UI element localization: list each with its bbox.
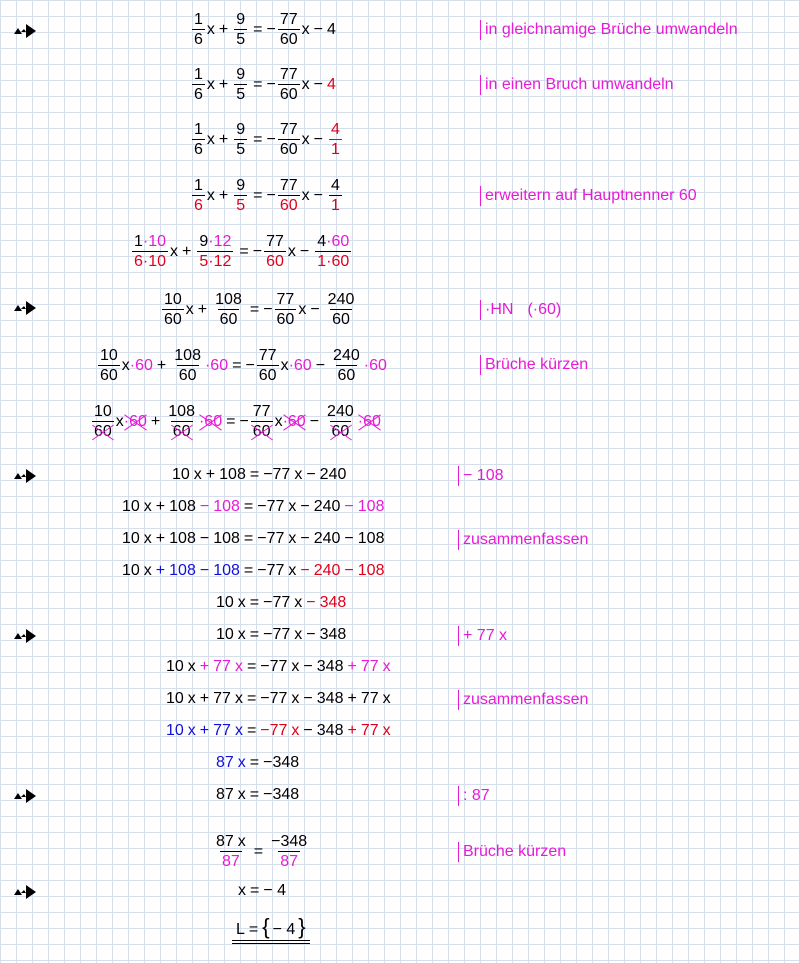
equation-row: 87 x = − 348 [216, 754, 300, 771]
equation-row: 10 x + 108 − 108 = − 77 x − 240 − 108 [122, 530, 385, 547]
note-cancel-fractions: Brüche kürzen [480, 355, 588, 375]
fraction: $\frac{240}{60}$ [327, 403, 354, 440]
note-convert-common: in gleichnamige Brüche umwandeln [480, 20, 738, 40]
equation-row: 10 x = − 77 x − 348 [216, 626, 347, 643]
fraction: $\frac{77}{60}$ [276, 291, 295, 328]
equation-row: $\frac{1}{6}$ x + $\frac{9}{5}$ = − $\frac{77}{60}$ x − $\frac{4}{1}$ [194, 177, 340, 214]
command-arrow-icon[interactable] [12, 626, 38, 646]
equation-row: $\frac{1}{6}$ x + $\frac{9}{5}$ = − $\frac{77}{60}$ x − 4 [194, 66, 336, 103]
equation-row: 10 x + 77 x = − 77 x − 348 + 77 x [166, 658, 391, 675]
fraction: $\frac{108}{60}$ [215, 291, 242, 328]
equation-row: 87 x = − 348 [216, 786, 300, 803]
equation-row: $\frac{10}{60}$ x ·60 + $\frac{108}{60}$ ·60 = − $\frac{77}{60}$ x ·60 − $\frac{240}{60}$ ·60 [94, 403, 381, 440]
fraction: $\frac{240}{60}$ [327, 291, 355, 328]
solution-set [232, 916, 310, 944]
fraction: $\frac{77}{60}$ [279, 177, 298, 214]
note-cancel-fractions: Brüche kürzen [458, 842, 566, 862]
fraction: $\frac{108}{60}$ [174, 347, 201, 384]
equation-row: 10 x + 108 = − 77 x − 240 [172, 466, 347, 483]
fraction: $\frac{9}{5}$ [236, 121, 246, 158]
note-multiply-lcd [480, 300, 561, 320]
fraction: $\frac{108}{60}$ [168, 403, 195, 440]
fraction: $\frac{10}{60}$ [164, 291, 182, 328]
fraction: $\frac{10}{60}$ [94, 403, 112, 440]
command-arrow-icon[interactable] [12, 786, 38, 806]
fraction: $\frac{87 x}{87}$ [216, 833, 246, 870]
fraction: $\frac{1\cdot 10}{6\cdot 10}$ [134, 233, 167, 270]
fraction: $\frac{-348}{87}$ [271, 833, 308, 870]
note-divide-87: : 87 [458, 786, 490, 806]
equation-row: 10 x = − 77 x − 348 [216, 594, 347, 611]
equation-row: 10 x + 108 − 108 = − 77 x − 240 − 108 [122, 562, 385, 579]
equation-row: $\frac{10}{60}$ x ·60 + $\frac{108}{60}$ ·60 = − $\frac{77}{60}$ x ·60 − $\frac{240}{60}$ ·60 [100, 347, 387, 384]
equation-row: $\frac{1}{6}$ x + $\frac{9}{5}$ = − $\frac{77}{60}$ x − $\frac{4}{1}$ [194, 121, 340, 158]
equation-row: 10 x + 77 x = − 77 x − 348 + 77 x [166, 722, 391, 739]
fraction: $\frac{9}{5}$ [236, 177, 246, 214]
fraction: $\frac{1}{6}$ [194, 121, 203, 158]
command-arrow-icon[interactable] [12, 466, 38, 486]
equation-row: 10 x + 108 − 108 = − 77 x − 240 − 108 [122, 498, 385, 515]
fraction: $\frac{10}{60}$ [100, 347, 118, 384]
fraction: $\frac{77}{60}$ [258, 347, 277, 384]
equation-row: x = − 4 [238, 882, 287, 899]
equation-row: 10 x + 77 x = − 77 x − 348 + 77 x [166, 690, 391, 707]
note-plus-77x: + 77 x [458, 626, 507, 646]
equation-row: $\frac{1}{6}$ x + $\frac{9}{5}$ = − $\frac{77}{60}$ x − 4 [194, 11, 336, 48]
note-combine: zusammenfassen [458, 530, 588, 550]
fraction: $\frac{1}{6}$ [194, 11, 203, 48]
fraction: $\frac{9}{5}$ [236, 66, 246, 103]
note-text: (·60) [527, 301, 562, 318]
fraction: $\frac{1}{6}$ [194, 177, 203, 214]
fraction: $\frac{4\cdot 60}{1\cdot 60}$ [317, 233, 350, 270]
fraction: $\frac{240}{60}$ [333, 347, 360, 384]
note-minus-108: − 108 [458, 466, 503, 486]
fraction: $\frac{77}{60}$ [266, 233, 284, 270]
note-combine: zusammenfassen [458, 690, 588, 710]
fraction: $\frac{77}{60}$ [279, 66, 298, 103]
equation-row: $\frac{87 x}{87}$ = $\frac{-348}{87}$ [216, 833, 308, 870]
solution-underline: L = { − 4 } [232, 916, 310, 944]
fraction: $\frac{77}{60}$ [279, 121, 298, 158]
note-expand-lcd: erweitern auf Hauptnenner 60 [480, 186, 697, 206]
command-arrow-icon[interactable] [12, 298, 38, 318]
equation-row: $\frac{10}{60}$ x + $\frac{108}{60}$ = − $\frac{77}{60}$ x − $\frac{240}{60}$ [164, 291, 355, 328]
command-arrow-icon[interactable] [12, 21, 38, 41]
note-one-fraction: in einen Bruch umwandeln [480, 75, 674, 95]
command-arrow-icon[interactable] [12, 882, 38, 902]
fraction: $\frac{77}{60}$ [252, 403, 271, 440]
equation-row: $\frac{1\cdot 10}{6\cdot 10}$ x + $\frac{9\cdot 12}{5\cdot 12}$ = − $\frac{77}{60}$ x − $\frac{4\cdot 60}{1\cdot 60}$ [134, 233, 350, 270]
fraction: $\frac{4}{1}$ [330, 121, 340, 158]
fraction: $\frac{9}{5}$ [236, 11, 246, 48]
note-text: ·HN [485, 301, 514, 318]
fraction: $\frac{77}{60}$ [279, 11, 298, 48]
fraction: $\frac{9\cdot 12}{5\cdot 12}$ [199, 233, 232, 270]
fraction: $\frac{1}{6}$ [194, 66, 203, 103]
fraction: $\frac{4}{1}$ [330, 177, 340, 214]
